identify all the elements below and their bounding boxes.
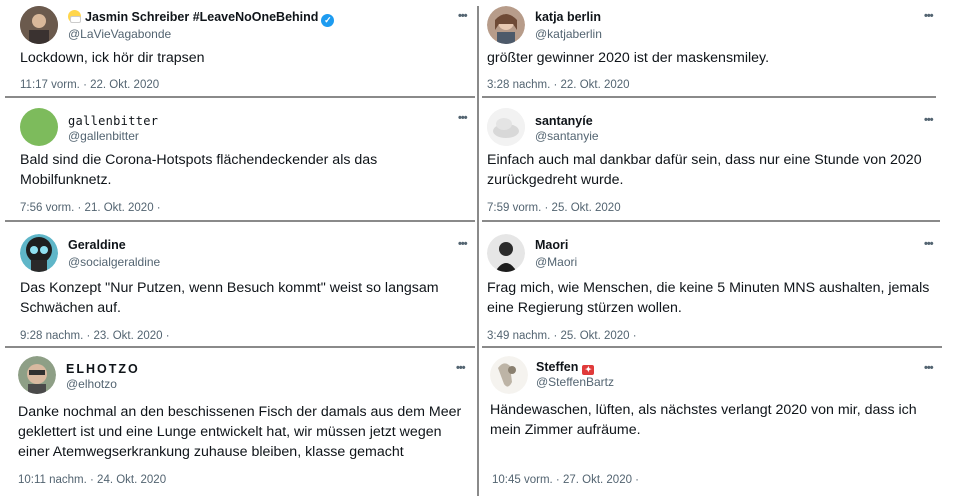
- tweet-text: Bald sind die Corona-Hotspots flächendeckender als das Mobilfunknetz.: [20, 152, 378, 188]
- more-options-icon[interactable]: •••: [924, 362, 933, 374]
- more-options-icon[interactable]: •••: [456, 362, 465, 374]
- flag-icon: ✦: [582, 365, 594, 375]
- tweet-timestamp[interactable]: 10:45 vorm. · 27. Okt. 2020 ·: [492, 474, 640, 486]
- mask-emoji-icon: [68, 10, 81, 23]
- divider: [5, 96, 475, 98]
- tweet-text: Händewaschen, lüften, als nächstes verlangt 2020 von mir, dass ich mein Zimmer aufräume.: [490, 402, 917, 438]
- user-handle[interactable]: @socialgeraldine: [68, 255, 161, 269]
- user-handle[interactable]: @Maori: [535, 255, 578, 269]
- avatar[interactable]: [487, 6, 525, 44]
- avatar[interactable]: [20, 108, 58, 146]
- tweet-card[interactable]: [490, 356, 942, 496]
- divider: [482, 346, 942, 348]
- display-name[interactable]: Geraldine: [68, 238, 126, 252]
- more-options-icon[interactable]: •••: [458, 112, 467, 124]
- divider: [482, 96, 936, 98]
- display-name[interactable]: santanyíe: [535, 114, 593, 128]
- tweet-timestamp[interactable]: 10:11 nachm. · 24. Okt. 2020: [18, 474, 167, 486]
- user-handle[interactable]: @SteffenBartz: [536, 375, 614, 389]
- more-options-icon[interactable]: •••: [924, 114, 933, 126]
- tweet-timestamp[interactable]: 7:59 vorm. · 25. Okt. 2020: [487, 202, 621, 214]
- tweet-timestamp[interactable]: 7:56 vorm. · 21. Okt. 2020 ·: [20, 202, 161, 214]
- avatar[interactable]: [487, 108, 525, 146]
- divider: [5, 220, 475, 222]
- tweet-timestamp[interactable]: 11:17 vorm. · 22. Okt. 2020: [20, 79, 160, 91]
- avatar[interactable]: [490, 356, 528, 394]
- tweet-card[interactable]: [20, 108, 475, 216]
- tweet-card[interactable]: [487, 234, 942, 342]
- avatar[interactable]: [487, 234, 525, 272]
- avatar[interactable]: [20, 234, 58, 272]
- display-name[interactable]: ELHOTZO: [66, 362, 140, 376]
- display-name[interactable]: Jasmin Schreiber #LeaveNoOneBehind ✓: [68, 10, 334, 27]
- tweet-text: Lockdown, ick hör dir trapsen: [20, 50, 205, 66]
- divider: [482, 220, 940, 222]
- more-options-icon[interactable]: •••: [458, 10, 467, 22]
- user-handle[interactable]: @elhotzo: [66, 377, 117, 391]
- display-name[interactable]: katja berlin: [535, 10, 601, 24]
- user-handle[interactable]: @gallenbitter: [68, 129, 139, 143]
- more-options-icon[interactable]: •••: [458, 238, 467, 250]
- display-name[interactable]: gallenbitter: [68, 114, 159, 128]
- tweet-card[interactable]: [20, 6, 475, 96]
- user-handle[interactable]: @katjaberlin: [535, 27, 602, 41]
- tweet-text: Einfach auch mal dankbar dafür sein, dass nur eine Stunde von 2020 zurückgedreht wurde.: [487, 152, 922, 188]
- tweet-text: Frag mich, wie Menschen, die keine 5 Minuten MNS aushalten, jemals eine Regierung stürzen wollen.: [487, 280, 930, 316]
- tweet-card[interactable]: [487, 6, 942, 96]
- column-divider: [477, 6, 479, 496]
- tweet-timestamp[interactable]: 3:28 nachm. · 22. Okt. 2020: [487, 79, 630, 91]
- tweet-card[interactable]: [18, 356, 475, 496]
- tweet-timestamp[interactable]: 3:49 nachm. · 25. Okt. 2020 ·: [487, 330, 637, 342]
- display-name[interactable]: Steffen ✦: [536, 360, 594, 375]
- tweet-card[interactable]: [20, 234, 475, 342]
- tweet-text: Das Konzept "Nur Putzen, wenn Besuch kommt" weist so langsam Schwächen auf.: [20, 280, 439, 316]
- tweet-timestamp[interactable]: 9:28 nachm. · 23. Okt. 2020 ·: [20, 330, 170, 342]
- display-name[interactable]: Maori: [535, 238, 569, 252]
- user-handle[interactable]: @santanyie: [535, 129, 599, 143]
- avatar[interactable]: [18, 356, 56, 394]
- more-options-icon[interactable]: •••: [924, 10, 933, 22]
- tweet-card[interactable]: [487, 108, 942, 216]
- user-handle[interactable]: @LaVieVagabonde: [68, 27, 172, 41]
- divider: [5, 346, 475, 348]
- tweet-text: Danke nochmal an den beschissenen Fisch der damals aus dem Meer geklettert ist und eine Lunge entwickelt hat, wir müssen jetzt wegen einer Atemwegserkrankung zuhause bleiben, klasse gemacht: [18, 404, 462, 460]
- avatar[interactable]: [20, 6, 58, 44]
- verified-badge-icon: ✓: [321, 14, 334, 27]
- tweet-text: größter gewinner 2020 ist der maskensmiley.: [487, 50, 770, 66]
- more-options-icon[interactable]: •••: [924, 238, 933, 250]
